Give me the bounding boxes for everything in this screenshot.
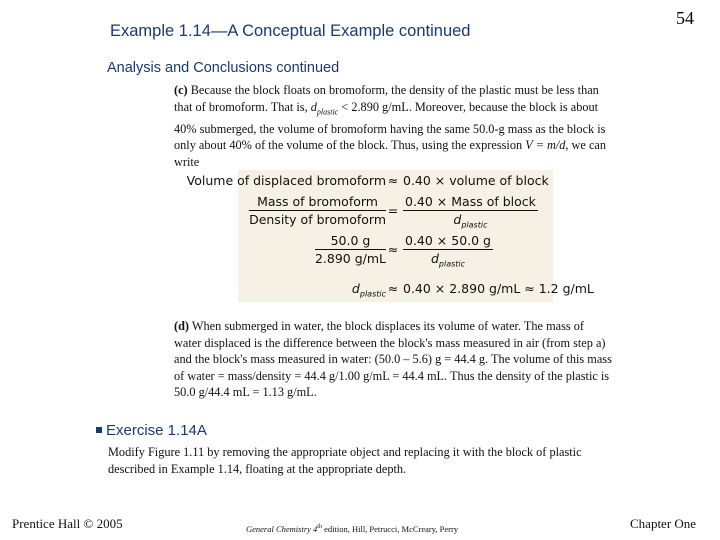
eq2-operator: =	[387, 203, 399, 218]
part-c-text-2: < 2.890 g/mL. Moreover, because the block is about 40% submerged, the volume of bromoform having the same 50.0-g mass as the block is only about 40% of the volume of the block. Thus, using the expression	[174, 99, 606, 153]
section-subtitle: Analysis and Conclusions continued	[107, 60, 340, 76]
eq3-lhs-fraction	[315, 233, 386, 266]
exercise-heading	[96, 421, 207, 439]
eq1-lhs: Volume of displaced bromoform	[186, 173, 386, 188]
density-var: d	[310, 99, 317, 114]
eq3-lhs-denominator: 2.890 g/mL	[314, 251, 386, 266]
equation-row-3	[238, 233, 553, 269]
eq2-rhs-fraction	[403, 194, 538, 230]
density-subscript: plastic	[316, 107, 339, 117]
part-d-label: (d)	[174, 319, 190, 333]
eq2-lhs-numerator: Mass of bromoform	[249, 194, 386, 211]
eq4-rhs: 0.40 × 2.890 g/mL ≈ 1.2 g/mL	[403, 281, 594, 296]
eq1-operator: ≈	[387, 173, 399, 188]
eq2-rhs-denominator: $d_{plastic}$	[453, 212, 488, 230]
eq2-lhs-fraction	[249, 194, 386, 227]
part-c-label: (c)	[174, 83, 188, 97]
eq4-lhs: $d_{plastic}$	[351, 281, 386, 299]
eq1-rhs: 0.40 × volume of block	[403, 173, 549, 188]
eq2-rhs-numerator: 0.40 × Mass of block	[405, 194, 536, 209]
slide-title: Example 1.14—A Conceptual Example continued	[110, 22, 471, 40]
part-d-text: When submerged in water, the block displaces its volume of water. The mass of water displaced is the difference between the block's mass measured in air (from step a) and the block's mass measured in water: (50.0 – 5.6) g = 44.4 g. The volume of this mass of water = mass/density = 44.4 g/1.00 g/mL = 44.4 mL. Thus the density of the plastic is 50.0 g/44.4 mL = 1.13 g/mL.	[174, 319, 612, 400]
eq3-lhs-numerator: 50.0 g	[315, 233, 386, 250]
eq3-rhs-fraction	[403, 233, 493, 269]
page-number: 54	[676, 8, 694, 28]
part-c-paragraph	[174, 82, 614, 170]
footer-chapter: Chapter One	[630, 516, 697, 531]
exercise-text: Modify Figure 1.11 by removing the appropriate object and replacing it with the block of plastic described in Example 1.14, floating at the appropriate depth.	[108, 445, 582, 476]
eq3-operator: ≈	[387, 242, 399, 257]
square-bullet-icon	[96, 427, 102, 433]
footer-book-citation: General Chemistry 4th edition, Hill, Petrucci, McCreary, Perry	[246, 524, 459, 534]
eq3-rhs-numerator: 0.40 × 50.0 g	[405, 233, 491, 248]
exercise-title: Exercise 1.14A	[106, 421, 207, 439]
part-c-text-3: , we can write	[174, 138, 607, 169]
expression: V = m/d	[525, 138, 566, 153]
eq2-lhs-denominator: Density of bromoform	[249, 212, 386, 227]
equation-row-2	[238, 194, 553, 230]
eq3-rhs-denominator: $d_{plastic}$	[430, 251, 466, 269]
part-c-text-1: Because the block floats on bromoform, the density of the plastic must be less than that of bromoform. That is,	[174, 83, 599, 114]
eq4-operator: ≈	[387, 281, 399, 296]
part-d-paragraph	[174, 318, 614, 401]
footer-publisher: Prentice Hall © 2005	[12, 516, 123, 531]
equation-box	[186, 170, 594, 302]
